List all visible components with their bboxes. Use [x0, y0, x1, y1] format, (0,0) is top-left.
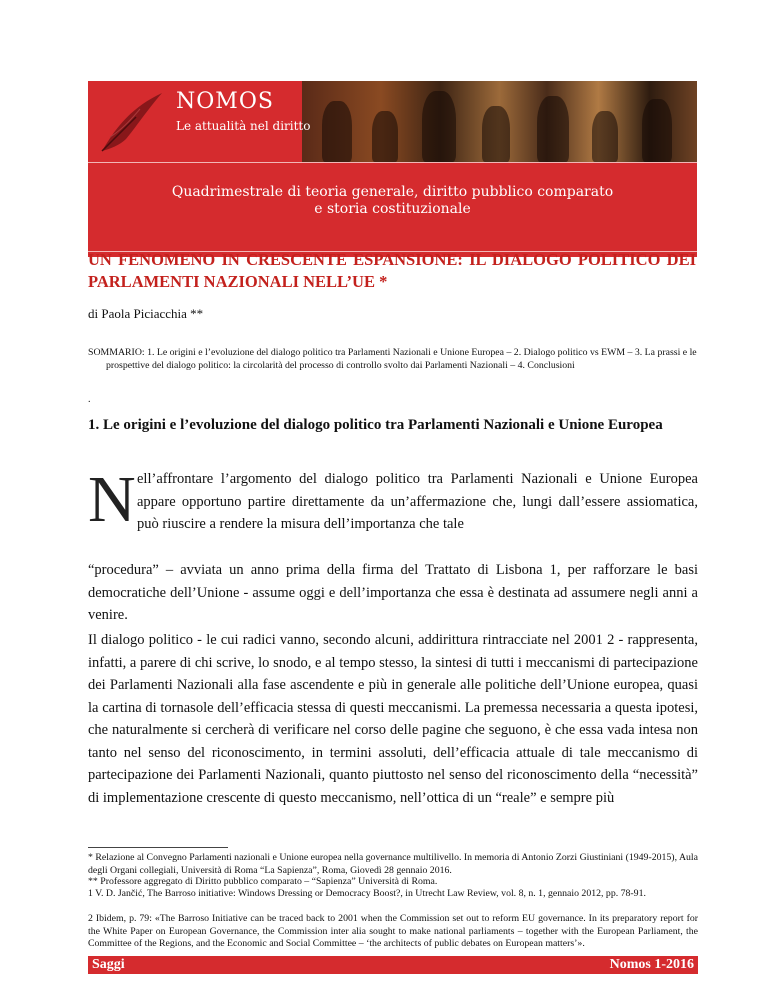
summary-label: SOMMARIO:: [88, 347, 145, 358]
footer-issue-label: Nomos 1-2016: [609, 957, 694, 972]
painting-image: [302, 81, 697, 162]
paragraph-1-rest: “procedura” – avviata un anno prima della firma del Trattato di Lisbona 1, per rafforzare le basi democratiche dell’Unione - assume oggi e dell’importanza che essa è destinata ad assumere negli anni a venire.: [88, 562, 698, 623]
paragraph-2: Il dialogo politico - le cui radici vanno, secondo alcuni, addirittura rintracciate nel 2001 2 - rappresenta, infatti, a parere di chi scrive, lo snodo, e al tempo stesso, la sintesi di tutti i meccanismi di partecipazione dei Parlamenti Nazionali alla fase ascendente e più in generale alle politiche dell’Unione europea, quasi la cartina di tornasole dell’efficacia stessa di questi meccanismi. La premessa necessaria a questa ipotesi, che naturalmente si cercherà di verificare nel corso delle pagine che seguono, è che essa vada intesa non tanto nel senso del riconoscimento, in termini assoluti, dell’efficacia attuale di tale meccanismo di partecipazione dei Parlamenti Nazionali, quanto piuttosto nel senso del riconoscimento della “necessità” di implementazione crescente di questo meccanismo, nell’ottica di un “reale” e sempre più: [88, 632, 698, 806]
summary-text: 1. Le origini e l’evoluzione del dialogo politico tra Parlamenti Nazionali e Unione Europea – 2. Dialogo politico vs EWM – 3. La prassi e le prospettive del dialogo politico: la circolarità del processo di controllo svolto dai Parlamenti Nazionali – 4. Conclusioni: [106, 347, 697, 371]
drop-cap: N: [88, 463, 136, 536]
journal-tagline-line1: Quadrimestrale di teoria generale, diritto pubblico comparato: [171, 184, 614, 200]
article-author: di Paola Piciacchia **: [88, 306, 204, 321]
journal-title: NOMOS: [176, 89, 274, 114]
article-title: UN FENOMENO IN CRESCENTE ESPANSIONE: IL DIALOGO POLITICO DEI PARLAMENTI NAZIONALI NELL’UE *: [88, 250, 696, 291]
banner-divider-top: [88, 162, 697, 163]
section-heading: 1. Le origini e l’evoluzione del dialogo politico tra Parlamenti Nazionali e Unione Europea: [88, 417, 663, 433]
journal-subtitle: Le attualità nel diritto: [176, 119, 311, 133]
footnote-1: 1 V. D. Jančić, The Barroso initiative: Windows Dressing or Democracy Boost?, in Utrecht Law Review, vol. 8, n. 1, gennaio 2012, pp. 78-91.: [88, 888, 646, 899]
journal-tagline-line2: e storia costituzionale: [314, 201, 471, 217]
summary-dot: .: [88, 394, 91, 405]
footer-section-label: Saggi: [92, 957, 125, 972]
page-footer: [88, 956, 698, 974]
masthead-banner: [88, 81, 697, 257]
footnote-star: * Relazione al Convegno Parlamenti nazionali e Unione europea nella governance multilivello. In memoria di Antonio Zorzi Giustiniani (1949-2015), Aula degli Organi collegiali, Università di Roma “La Sapienza”, Roma, Giovedì 28 gennaio 2016.: [88, 852, 698, 876]
article-summary: [88, 346, 698, 372]
footnote-2: 2 Ibidem, p. 79: «The Barroso Initiative can be traced back to 2001 when the Commission set out to reform EU governance. In its preparatory report for the White Paper on European Governance, the Commission inter alia sought to make national parliaments – together with the European Parliament, the Committee of the Regions, and the Economic and Social Committee – ‘the architects of public debates on European matters’».: [88, 913, 698, 949]
footnote-divider: [88, 847, 228, 848]
quill-logo-icon: [96, 87, 168, 157]
paragraph-1-lead: ell’affrontare l’argomento del dialogo politico tra Parlamenti Nazionali e Unione Europea appare opportuno partire direttamente da un’affermazione che, lungi dall’essere assiomatica, può riuscire a rendere la misura dell’importanza che tale: [137, 471, 698, 532]
footnote-double-star: ** Professore aggregato di Diritto pubblico comparato – “Sapienza” Università di Roma.: [88, 876, 438, 887]
